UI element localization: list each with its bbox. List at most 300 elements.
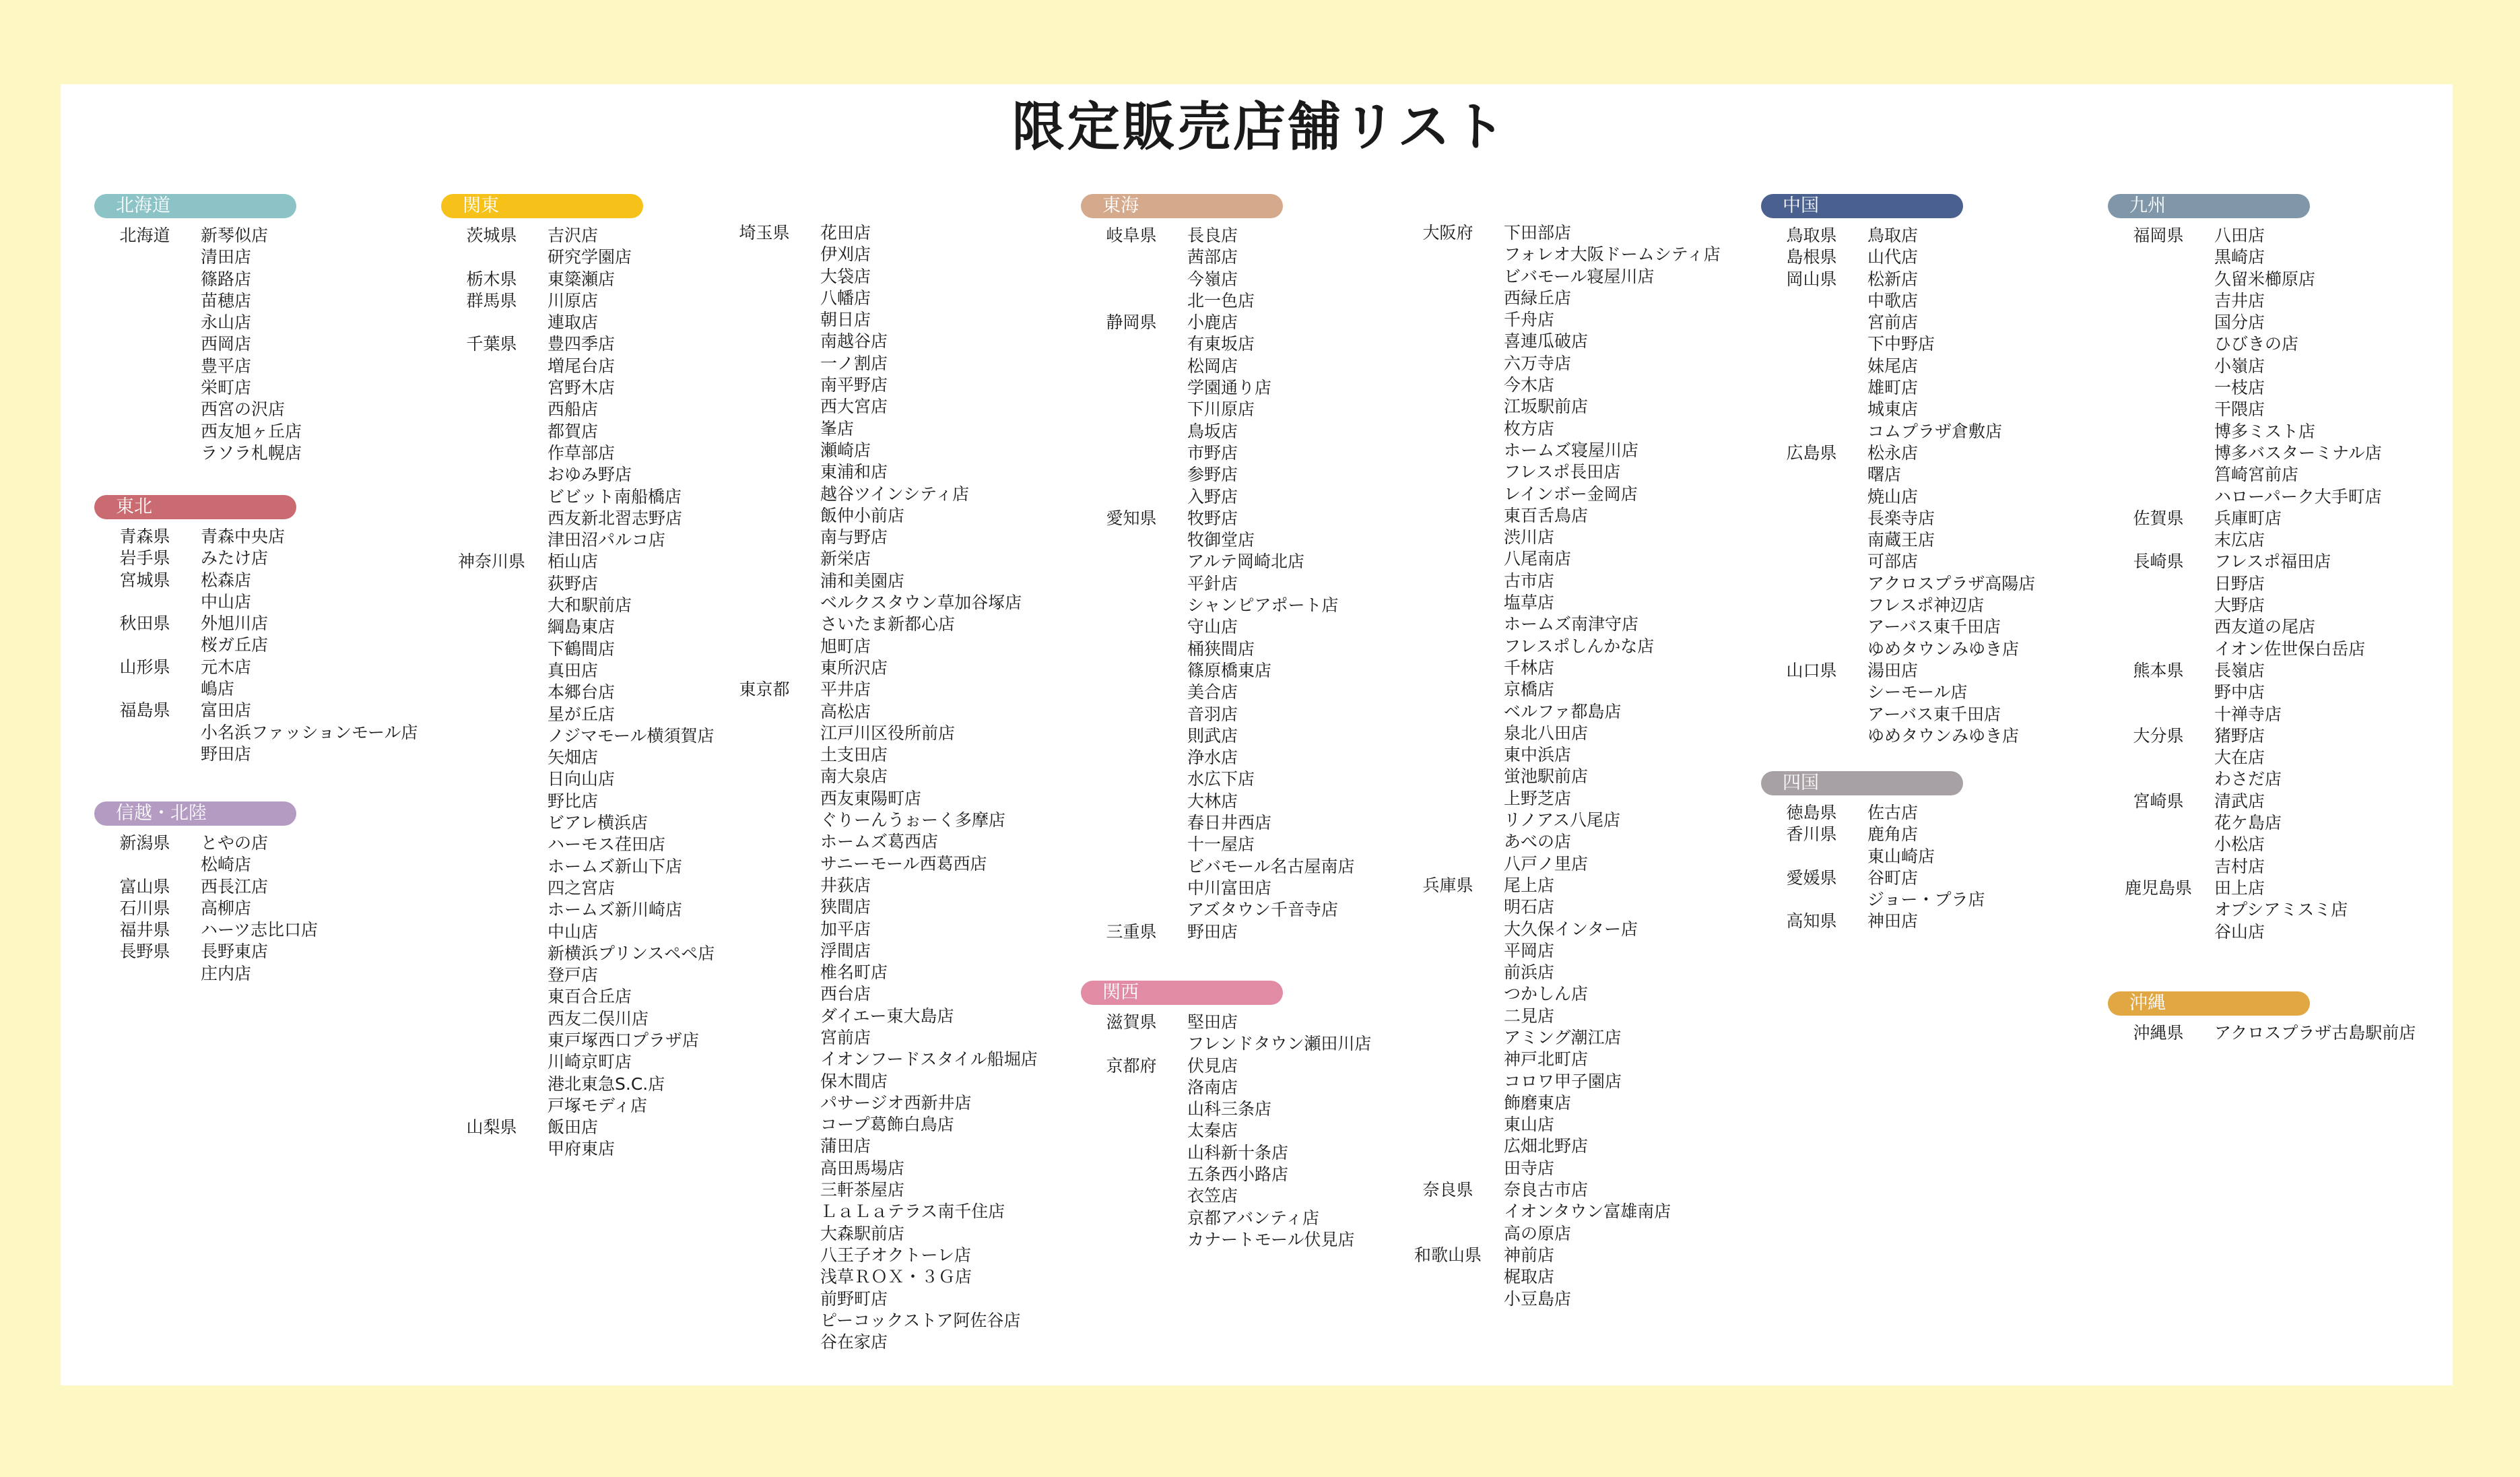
store-name: 東百合丘店 bbox=[548, 987, 632, 1007]
store-name: 太秦店 bbox=[1187, 1121, 1238, 1141]
prefecture-group bbox=[1397, 222, 1721, 875]
store-name: 伊刈店 bbox=[820, 244, 871, 265]
store-name: ビバモール名古屋南店 bbox=[1187, 856, 1355, 876]
store-name: 塩草店 bbox=[1504, 593, 1555, 613]
store-name: 小豆島店 bbox=[1504, 1288, 1572, 1309]
store-name: 山代店 bbox=[1867, 247, 1919, 267]
region-header: 九州 bbox=[2108, 194, 2310, 218]
store-name: 可部店 bbox=[1867, 552, 1919, 572]
store-name: 洛南店 bbox=[1187, 1077, 1238, 1097]
store-name: 東浦和店 bbox=[820, 462, 888, 482]
store-name: コープ葛飾白鳥店 bbox=[820, 1115, 954, 1135]
store-name: 野田店 bbox=[1187, 921, 1238, 942]
prefecture-group bbox=[441, 551, 715, 1117]
store-name: 古市店 bbox=[1504, 570, 1555, 591]
store-list bbox=[2209, 1022, 2416, 1044]
store-name: 大在店 bbox=[2214, 748, 2265, 768]
prefecture-name: 千葉県 bbox=[466, 334, 517, 354]
store-name: 長野東店 bbox=[201, 942, 269, 962]
store-name: 広畑北野店 bbox=[1504, 1136, 1589, 1156]
store-name: 二見店 bbox=[1504, 1006, 1555, 1026]
store-name: 東所沢店 bbox=[820, 657, 888, 678]
store-name: 宮野木店 bbox=[548, 378, 616, 398]
prefecture-name: 大分県 bbox=[2133, 725, 2184, 746]
store-name: 東百舌鳥店 bbox=[1504, 505, 1589, 525]
store-name: 千林店 bbox=[1504, 657, 1555, 678]
store-name: アクロスプラザ古島駅前店 bbox=[2214, 1023, 2416, 1043]
store-name: 吉井店 bbox=[2214, 290, 2265, 310]
store-name: 枚方店 bbox=[1504, 418, 1555, 438]
prefecture-group bbox=[1761, 442, 2035, 660]
store-name: 栄町店 bbox=[201, 378, 252, 398]
store-name: ハーツ志比口店 bbox=[201, 920, 319, 940]
store-name: 美合店 bbox=[1187, 682, 1238, 702]
prefecture-name: 栃木県 bbox=[466, 269, 517, 289]
store-name: 六万寺店 bbox=[1504, 353, 1572, 373]
store-name: 甲府東店 bbox=[548, 1139, 616, 1159]
store-list bbox=[2209, 660, 2282, 725]
store-name: 吉沢店 bbox=[548, 226, 599, 245]
prefecture-group bbox=[94, 876, 318, 898]
store-name: オプシアミスミ店 bbox=[2214, 900, 2348, 920]
store-name: 梶取店 bbox=[1504, 1267, 1555, 1287]
prefecture-group bbox=[1081, 1055, 1371, 1251]
store-name: 鳥坂店 bbox=[1187, 421, 1238, 441]
prefecture-name: 静岡県 bbox=[1106, 313, 1157, 333]
store-name: 曙店 bbox=[1867, 465, 1902, 485]
store-name: 高田馬場店 bbox=[820, 1158, 905, 1178]
prefecture-name: 福岡県 bbox=[2133, 226, 2184, 245]
store-name: 作草部店 bbox=[548, 442, 616, 463]
store-name: 篠路店 bbox=[201, 269, 252, 289]
store-name: アズタウン千音寺店 bbox=[1187, 900, 1339, 920]
store-name: 干隈店 bbox=[2214, 399, 2265, 420]
store-name: 山科三条店 bbox=[1187, 1099, 1272, 1119]
store-name: 前野町店 bbox=[820, 1288, 888, 1309]
prefecture-name: 大阪府 bbox=[1422, 223, 1473, 242]
store-name: 学園通り店 bbox=[1187, 378, 1272, 398]
store-name: 妹尾店 bbox=[1867, 356, 1919, 376]
region-8 bbox=[2108, 194, 2382, 943]
store-name: 野比店 bbox=[548, 791, 599, 811]
store-name: フレンドタウン瀬田川店 bbox=[1187, 1034, 1372, 1054]
store-name: 富田店 bbox=[201, 700, 252, 721]
store-name: 川崎京町店 bbox=[548, 1052, 632, 1072]
prefecture-name: 広島県 bbox=[1786, 442, 1837, 463]
store-name: 飯仲小前店 bbox=[820, 505, 905, 525]
store-name: 筥崎宮前店 bbox=[2214, 465, 2299, 485]
store-name: 高松店 bbox=[820, 701, 871, 721]
store-name: 江戸川区役所前店 bbox=[820, 723, 956, 743]
store-name: ビバモール寝屋川店 bbox=[1504, 266, 1655, 286]
store-name: 松岡店 bbox=[1187, 356, 1238, 376]
store-name: 長嶺店 bbox=[2214, 660, 2265, 680]
store-name: 奈良古市店 bbox=[1504, 1180, 1589, 1200]
store-name: 西友道の尾店 bbox=[2214, 617, 2316, 637]
prefecture-name: 山梨県 bbox=[466, 1117, 517, 1138]
store-name: 峯店 bbox=[820, 418, 855, 438]
store-list bbox=[195, 548, 268, 569]
store-name: 今嶺店 bbox=[1187, 269, 1238, 289]
prefecture-group bbox=[1397, 1245, 1721, 1310]
store-name: ベルクスタウン草加谷塚店 bbox=[820, 593, 1022, 613]
store-name: おゆみ野店 bbox=[548, 465, 632, 485]
prefecture-group bbox=[94, 700, 418, 765]
store-list bbox=[2209, 551, 2365, 659]
store-name: 小松店 bbox=[2214, 834, 2265, 855]
prefecture-group bbox=[2108, 660, 2382, 725]
store-list bbox=[2209, 225, 2382, 508]
store-name: 久留米櫛原店 bbox=[2214, 269, 2316, 289]
store-name: 狭間店 bbox=[820, 897, 871, 917]
region-3-cont bbox=[714, 222, 1038, 1353]
store-name: 山科新十条店 bbox=[1187, 1142, 1289, 1162]
prefecture-group bbox=[1761, 247, 2035, 268]
store-name: 八幡店 bbox=[820, 288, 871, 308]
store-list bbox=[1182, 1012, 1371, 1055]
region-5 bbox=[1081, 981, 1371, 1251]
store-name: ビアレ横浜店 bbox=[548, 813, 649, 833]
store-list bbox=[542, 551, 715, 1117]
store-name: 本郷台店 bbox=[548, 682, 616, 702]
store-list bbox=[542, 225, 632, 269]
store-list bbox=[1182, 312, 1271, 508]
prefecture-group bbox=[94, 570, 418, 614]
store-name: 川原店 bbox=[548, 290, 599, 310]
store-name: 北一色店 bbox=[1187, 290, 1255, 310]
store-name: 加平店 bbox=[820, 919, 871, 939]
store-name: 保木間店 bbox=[820, 1071, 888, 1091]
prefecture-name: 福島県 bbox=[119, 700, 170, 721]
store-name: 東戸塚西口プラザ店 bbox=[548, 1030, 700, 1050]
prefecture-name: 長野県 bbox=[119, 942, 170, 962]
store-name: 牧野店 bbox=[1187, 508, 1238, 528]
store-name: 猪野店 bbox=[2214, 725, 2265, 746]
store-name: イオン佐世保白岳店 bbox=[2214, 638, 2366, 659]
store-name: 大袋店 bbox=[820, 266, 871, 286]
store-name: 西宮の沢店 bbox=[201, 399, 286, 420]
store-list bbox=[1862, 247, 1918, 268]
store-name: 椎名町店 bbox=[820, 962, 888, 983]
prefecture-group bbox=[1761, 802, 1985, 824]
store-name: 湯田店 bbox=[1867, 660, 1919, 680]
store-name: アクロスプラザ高陽店 bbox=[1867, 573, 2036, 593]
region-header: 四国 bbox=[1761, 771, 1963, 795]
store-name: 下田部店 bbox=[1504, 223, 1572, 242]
prefecture-name: 熊本県 bbox=[2133, 660, 2184, 680]
store-name: カナートモール伏見店 bbox=[1187, 1229, 1355, 1249]
store-name: 西友旭ヶ丘店 bbox=[201, 421, 302, 441]
store-name: 高の原店 bbox=[1504, 1223, 1572, 1243]
store-name: 平井店 bbox=[820, 680, 871, 700]
store-name: 守山店 bbox=[1187, 617, 1238, 637]
prefecture-name: 宮崎県 bbox=[2133, 791, 2184, 811]
store-name: 大久保インター店 bbox=[1504, 919, 1638, 939]
store-name: 京都アバンティ店 bbox=[1187, 1208, 1320, 1228]
prefecture-name: 鹿児島県 bbox=[2124, 878, 2192, 898]
store-name: 小鹿店 bbox=[1187, 313, 1238, 333]
prefecture-group bbox=[441, 1117, 715, 1160]
store-name: 浄水店 bbox=[1187, 748, 1238, 768]
store-name: 市野店 bbox=[1187, 442, 1238, 463]
store-list bbox=[2209, 878, 2348, 943]
prefecture-name: 山口県 bbox=[1786, 660, 1837, 680]
store-name: 平岡店 bbox=[1504, 940, 1555, 960]
store-name: 長楽寺店 bbox=[1867, 508, 1935, 528]
store-name: 矢畑店 bbox=[548, 748, 599, 768]
prefecture-name: 埼玉県 bbox=[739, 223, 790, 242]
store-name: フレスポ神辺店 bbox=[1867, 595, 1985, 616]
store-name: 小名浜ファッションモール店 bbox=[201, 722, 418, 742]
prefecture-group bbox=[1761, 269, 2035, 442]
store-name: 大野店 bbox=[2214, 595, 2265, 616]
store-name: ＬａＬａテラス南千住店 bbox=[820, 1202, 1005, 1222]
prefecture-name: 兵庫県 bbox=[1422, 875, 1473, 895]
store-name: イオンフードスタイル船堀店 bbox=[820, 1049, 1038, 1070]
store-name: 桶狭間店 bbox=[1187, 638, 1255, 659]
prefecture-group bbox=[441, 269, 715, 290]
store-name: パサージオ西新井店 bbox=[820, 1092, 972, 1113]
store-name: 港北東急S.C.店 bbox=[548, 1074, 665, 1094]
store-name: 浮間店 bbox=[820, 940, 871, 960]
store-name: 栢山店 bbox=[548, 552, 599, 572]
store-name: 平針店 bbox=[1187, 573, 1238, 593]
store-name: 末広店 bbox=[2214, 530, 2265, 550]
region-header: 関西 bbox=[1081, 981, 1283, 1005]
store-name: 江坂駅前店 bbox=[1504, 397, 1589, 417]
store-name: 尾上店 bbox=[1504, 875, 1555, 895]
store-name: 四之宮店 bbox=[548, 878, 616, 898]
store-list bbox=[195, 225, 302, 464]
store-name: つかしん店 bbox=[1504, 984, 1589, 1004]
prefecture-name: 福井県 bbox=[119, 920, 170, 940]
store-name: シーモール店 bbox=[1867, 682, 1968, 702]
store-name: 西友東陽町店 bbox=[820, 788, 922, 808]
store-name: 新栄店 bbox=[820, 549, 871, 569]
prefecture-name: 和歌山県 bbox=[1414, 1245, 1482, 1265]
region-4 bbox=[1081, 194, 1355, 943]
store-name: アーバス東千田店 bbox=[1867, 704, 2001, 724]
store-name: アミング潮江店 bbox=[1504, 1027, 1622, 1047]
prefecture-name: 秋田県 bbox=[119, 614, 170, 634]
store-name: 野中店 bbox=[2214, 682, 2265, 702]
store-name: フレスポ長田店 bbox=[1504, 462, 1621, 482]
store-name: ノジマモール横須賀店 bbox=[548, 725, 715, 746]
store-name: 綱島東店 bbox=[548, 617, 616, 637]
store-name: ハーモス荏田店 bbox=[548, 834, 666, 855]
store-list bbox=[1498, 1245, 1571, 1310]
store-name: 南大泉店 bbox=[820, 766, 888, 787]
store-name: 長良店 bbox=[1187, 226, 1238, 245]
store-list bbox=[2209, 791, 2282, 878]
store-name: 連取店 bbox=[548, 313, 599, 333]
store-name: 一枝店 bbox=[2214, 378, 2265, 398]
prefecture-group bbox=[94, 225, 302, 464]
store-name: 今木店 bbox=[1504, 375, 1555, 395]
store-name: 南蔵王店 bbox=[1867, 530, 1935, 550]
store-name: 豊平店 bbox=[201, 356, 252, 376]
store-name: 星が丘店 bbox=[548, 704, 616, 724]
store-name: 参野店 bbox=[1187, 465, 1238, 485]
store-name: 八王子オクトーレ店 bbox=[820, 1245, 972, 1265]
store-name: 中歌店 bbox=[1867, 290, 1919, 310]
store-name: 喜連瓜破店 bbox=[1504, 331, 1589, 352]
prefecture-name: 三重県 bbox=[1106, 921, 1157, 942]
store-list bbox=[195, 570, 251, 614]
region-0 bbox=[94, 194, 302, 464]
store-name: 研究学園店 bbox=[548, 247, 632, 267]
region-header: 信越・北陸 bbox=[94, 801, 296, 826]
store-name: 谷町店 bbox=[1867, 867, 1919, 888]
store-name: 花田店 bbox=[820, 223, 871, 242]
store-name: 鹿角店 bbox=[1867, 824, 1919, 845]
store-list bbox=[1862, 660, 2019, 747]
store-name: 神前店 bbox=[1504, 1245, 1555, 1265]
prefecture-name: 奈良県 bbox=[1422, 1180, 1473, 1200]
store-list bbox=[195, 898, 251, 919]
prefecture-name: 佐賀県 bbox=[2133, 508, 2184, 528]
store-name: 西緑丘店 bbox=[1504, 288, 1572, 308]
store-name: 八戸ノ里店 bbox=[1504, 853, 1589, 874]
store-name: 永山店 bbox=[201, 313, 252, 333]
prefecture-name: 青森県 bbox=[119, 527, 170, 546]
store-name: 泉北八田店 bbox=[1504, 723, 1589, 743]
store-name: 元木店 bbox=[201, 657, 252, 677]
store-name: ジョー・プラ店 bbox=[1867, 890, 1985, 910]
prefecture-group bbox=[2108, 878, 2382, 943]
store-list bbox=[1862, 911, 1918, 932]
store-name: 宮前店 bbox=[820, 1027, 871, 1047]
prefecture-group bbox=[1081, 312, 1355, 508]
store-list bbox=[1498, 222, 1721, 875]
store-name: 焼山店 bbox=[1867, 486, 1919, 506]
store-name: わさだ店 bbox=[2214, 769, 2282, 789]
store-list bbox=[1498, 1179, 1671, 1245]
store-name: 真田店 bbox=[548, 660, 599, 680]
store-name: 有東坂店 bbox=[1187, 334, 1255, 354]
store-name: 一ノ割店 bbox=[820, 353, 888, 373]
prefecture-group bbox=[2108, 508, 2382, 552]
store-list bbox=[195, 919, 318, 941]
region-9 bbox=[2108, 991, 2416, 1044]
prefecture-group bbox=[94, 657, 418, 700]
store-name: 日野店 bbox=[2214, 573, 2265, 593]
store-name: シャンピアポート店 bbox=[1187, 595, 1339, 616]
store-name: 田寺店 bbox=[1504, 1158, 1555, 1178]
store-name: アーバス東千田店 bbox=[1867, 617, 2001, 637]
prefecture-group bbox=[1761, 225, 2035, 247]
store-name: リノアス八尾店 bbox=[1504, 810, 1621, 830]
prefecture-name: 愛知県 bbox=[1106, 508, 1157, 528]
store-name: 登戸店 bbox=[548, 965, 599, 985]
prefecture-name: 山形県 bbox=[119, 657, 170, 677]
store-list bbox=[542, 1117, 615, 1160]
store-name: 城東店 bbox=[1867, 399, 1919, 420]
store-name: 井荻店 bbox=[820, 875, 871, 895]
store-name: 宮前店 bbox=[1867, 313, 1919, 333]
prefecture-group bbox=[2108, 791, 2382, 878]
prefecture-group bbox=[94, 941, 318, 985]
store-name: コムプラザ倉敷店 bbox=[1867, 421, 2003, 441]
store-name: 苗穂店 bbox=[201, 290, 252, 310]
store-name: とやの店 bbox=[201, 833, 269, 853]
prefecture-group bbox=[1761, 824, 1985, 867]
store-name: 豊四季店 bbox=[548, 334, 616, 354]
prefecture-group bbox=[1081, 1012, 1371, 1055]
store-name: 嶋店 bbox=[201, 679, 235, 699]
store-name: 西船店 bbox=[548, 399, 599, 420]
prefecture-name: 鳥取県 bbox=[1786, 226, 1837, 245]
store-name: 松永店 bbox=[1867, 442, 1919, 463]
store-list bbox=[815, 222, 1022, 679]
prefecture-group bbox=[714, 222, 1038, 679]
store-name: 西大宮店 bbox=[820, 397, 888, 417]
store-name: 佐古店 bbox=[1867, 803, 1919, 822]
store-name: 東山崎店 bbox=[1867, 846, 1935, 866]
store-name: ホームズ新山下店 bbox=[548, 856, 683, 876]
store-name: 南越谷店 bbox=[820, 331, 888, 352]
store-name: 入野店 bbox=[1187, 486, 1238, 506]
store-name: 千舟店 bbox=[1504, 310, 1555, 330]
prefecture-name: 岡山県 bbox=[1786, 269, 1837, 289]
store-name: 西台店 bbox=[820, 984, 871, 1004]
store-list bbox=[542, 333, 682, 551]
store-name: 野田店 bbox=[201, 744, 252, 764]
store-list bbox=[1182, 1055, 1355, 1251]
store-list bbox=[1182, 508, 1355, 921]
store-name: コロワ甲子園店 bbox=[1504, 1071, 1622, 1091]
prefecture-group bbox=[441, 225, 715, 269]
prefecture-group bbox=[94, 832, 318, 876]
store-name: 小嶺店 bbox=[2214, 356, 2265, 376]
store-name: 下鶴間店 bbox=[548, 638, 616, 659]
store-name: 南平野店 bbox=[820, 375, 888, 395]
prefecture-name: 京都府 bbox=[1106, 1055, 1157, 1076]
store-name: 東中浜店 bbox=[1504, 745, 1572, 765]
store-name: さいたま新都心店 bbox=[820, 614, 956, 634]
store-name: 音羽店 bbox=[1187, 704, 1238, 724]
store-name: 三軒茶屋店 bbox=[820, 1180, 905, 1200]
region-header: 中国 bbox=[1761, 194, 1963, 218]
store-name: 下中野店 bbox=[1867, 334, 1935, 354]
prefecture-group bbox=[1761, 911, 1985, 932]
prefecture-group bbox=[1761, 660, 2035, 747]
store-list bbox=[1182, 225, 1255, 312]
prefecture-group bbox=[441, 290, 715, 334]
store-name: 松崎店 bbox=[201, 855, 252, 875]
prefecture-name: 石川県 bbox=[119, 898, 170, 918]
store-name: 西友新北習志野店 bbox=[548, 508, 683, 528]
store-list bbox=[542, 290, 598, 334]
store-name: ダイエー東大島店 bbox=[820, 1006, 954, 1026]
store-name: サニーモール西葛西店 bbox=[820, 853, 987, 874]
prefecture-group bbox=[94, 898, 318, 919]
store-name: 大森駅前店 bbox=[820, 1223, 905, 1243]
store-name: フレスポしんかな店 bbox=[1504, 636, 1655, 656]
store-name: ホームズ南津守店 bbox=[1504, 614, 1639, 634]
store-list bbox=[195, 657, 251, 700]
store-name: 谷在家店 bbox=[820, 1332, 888, 1352]
prefecture-name: 沖縄県 bbox=[2133, 1023, 2184, 1043]
page-title: 限定販売店舗リスト bbox=[1012, 97, 1508, 158]
store-name: 大和駅前店 bbox=[548, 595, 632, 616]
store-name: 西岡店 bbox=[201, 334, 252, 354]
prefecture-group bbox=[94, 613, 418, 657]
region-header: 東海 bbox=[1081, 194, 1283, 218]
region-6 bbox=[1761, 194, 2035, 747]
store-list bbox=[195, 941, 268, 985]
store-name: 清田店 bbox=[201, 247, 252, 267]
